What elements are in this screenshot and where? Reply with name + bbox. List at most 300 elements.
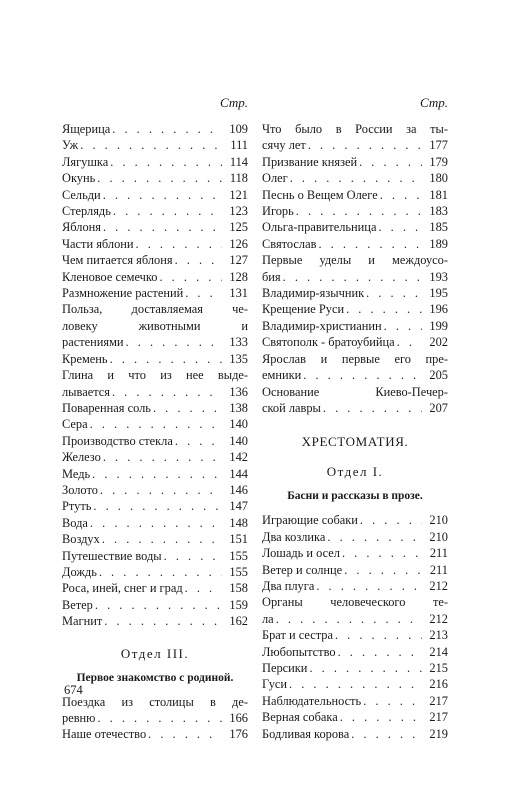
toc-entry	[62, 121, 248, 137]
dot-leader	[112, 121, 222, 137]
toc-entry-page: 215	[429, 660, 448, 675]
toc-entry-title-line: Польза, доставляемая че-	[62, 302, 248, 317]
toc-entry-page: 181	[429, 187, 448, 202]
toc-entry	[62, 482, 248, 498]
toc-entry	[262, 154, 448, 170]
toc-row	[262, 203, 448, 219]
toc-row	[262, 726, 448, 742]
toc-entry-title-line: Первые уделы и междоусо-	[262, 253, 448, 268]
toc-entry-page: 148	[229, 515, 248, 530]
toc-row	[262, 285, 448, 301]
toc-entry-page: 126	[229, 236, 248, 251]
toc-entry-title: Владимир-язычник	[262, 286, 365, 301]
dot-leader	[185, 285, 222, 301]
toc-row	[62, 400, 248, 416]
toc-list	[262, 512, 448, 742]
toc-entry-title-line: ловеку животными и	[62, 318, 248, 333]
toc-entry	[262, 594, 448, 627]
toc-entry-title: Святополк - братоубийца	[262, 335, 395, 350]
toc-entry-page: 212	[429, 611, 448, 626]
toc-entry-title: Вода	[62, 515, 88, 530]
toc-row	[262, 709, 448, 725]
toc-entry-title: Крещение Руси	[262, 302, 345, 317]
toc-entry-page: 176	[229, 727, 248, 742]
toc-row	[262, 578, 448, 594]
toc-entry-page: 162	[229, 614, 248, 629]
toc-entry	[262, 351, 448, 384]
toc-row	[262, 545, 448, 561]
toc-row	[62, 597, 248, 613]
toc-entry-title: Яблоня	[62, 220, 101, 235]
toc-entry	[262, 301, 448, 317]
toc-list	[62, 694, 248, 743]
toc-entry-title: Путешествие воды	[62, 548, 162, 563]
toc-entry-title: Песнь о Вещем Олеге	[262, 187, 378, 202]
toc-entry-title: растениями	[62, 335, 124, 350]
toc-entry-page: 166	[229, 711, 248, 725]
toc-row	[62, 187, 248, 203]
dot-leader	[318, 236, 422, 252]
toc-row	[62, 351, 248, 367]
dot-leader	[95, 597, 222, 613]
toc-row	[262, 644, 448, 660]
toc-row	[262, 611, 448, 627]
toc-entry-page: 185	[429, 220, 448, 235]
toc-entry-page: 140	[229, 433, 248, 448]
toc-entry-page: 142	[229, 450, 248, 465]
toc-entry-title-line: Органы человеческого те-	[262, 595, 448, 610]
toc-entry	[62, 236, 248, 252]
toc-entry-page: 138	[229, 400, 248, 415]
dot-leader	[342, 545, 422, 561]
toc-column-right	[262, 93, 448, 742]
toc-entry	[62, 416, 248, 432]
toc-row	[262, 676, 448, 692]
dot-leader	[327, 529, 422, 545]
toc-entry	[262, 512, 448, 528]
toc-entry-page: 127	[229, 253, 248, 268]
toc-entry-title: Владимир-христианин	[262, 318, 382, 333]
toc-row	[62, 121, 248, 137]
toc-entry	[62, 597, 248, 613]
toc-entry-title-line: Глина и что из нее выде-	[62, 368, 248, 383]
toc-entry-title: Поваренная соль	[62, 400, 151, 415]
toc-row	[262, 400, 448, 416]
dot-leader	[290, 170, 422, 186]
dot-leader	[384, 318, 422, 334]
toc-row	[262, 187, 448, 203]
section-heading: Отдел III.	[120, 645, 190, 661]
toc-entry-title: Окунь	[62, 171, 96, 186]
toc-row	[62, 498, 248, 514]
dot-leader	[126, 334, 222, 350]
toc-entry-title: Части яблони	[62, 236, 134, 251]
toc-row	[262, 137, 448, 153]
toc-entry-title: Кремень	[62, 351, 108, 366]
toc-row	[262, 660, 448, 676]
dot-leader	[175, 252, 222, 268]
dot-leader	[136, 236, 222, 252]
toc-entry-title: Два козлика	[262, 529, 326, 544]
toc-entry-page: 140	[229, 417, 248, 432]
toc-entry-title: Святослав	[262, 236, 317, 251]
toc-entry-title: Верная собака	[262, 710, 338, 725]
dot-leader	[100, 482, 222, 498]
toc-entry-page: 146	[229, 482, 248, 497]
toc-entry-title: сячу лет	[262, 138, 306, 153]
toc-row	[262, 269, 448, 285]
toc-entry-page: 133	[229, 335, 248, 350]
dot-leader	[323, 400, 422, 416]
toc-entry-page: 217	[429, 693, 448, 708]
toc-row	[262, 562, 448, 578]
toc-entry-page: 147	[229, 499, 248, 514]
toc-row	[62, 726, 248, 742]
toc-row	[262, 318, 448, 334]
toc-row	[62, 482, 248, 498]
toc-entry-title: Наблюдательность	[262, 693, 362, 708]
toc-entry-page: 151	[229, 532, 248, 547]
dot-leader	[338, 644, 422, 660]
toc-row	[62, 613, 248, 629]
toc-row	[262, 627, 448, 643]
dot-leader	[340, 709, 422, 725]
toc-entry-title: Размножение растений	[62, 286, 184, 301]
toc-entry	[262, 676, 448, 692]
toc-entry	[62, 351, 248, 367]
toc-entry	[62, 726, 248, 742]
toc-entry-page: 196	[429, 302, 448, 317]
toc-row	[262, 512, 448, 528]
toc-list	[62, 121, 248, 630]
toc-entry-page: 189	[429, 236, 448, 251]
page-column-header: Стр.	[220, 95, 248, 110]
toc-row	[262, 236, 448, 252]
dot-leader	[112, 384, 222, 400]
toc-row	[62, 416, 248, 432]
toc-row	[262, 154, 448, 170]
toc-entry-page: 214	[429, 644, 448, 659]
toc-row	[62, 252, 248, 268]
toc-entry	[62, 269, 248, 285]
toc-row	[62, 170, 248, 186]
toc-entry-title: ской лавры	[262, 400, 321, 415]
dot-leader	[110, 154, 222, 170]
toc-row	[62, 515, 248, 531]
dot-leader	[344, 562, 422, 578]
toc-entry-title: Брат и сестра	[262, 628, 333, 643]
dot-leader	[363, 693, 422, 709]
toc-entry-title: ла	[262, 611, 274, 626]
dot-leader	[359, 154, 422, 170]
toc-row	[262, 170, 448, 186]
toc-row	[62, 531, 248, 547]
dot-leader	[360, 512, 422, 528]
toc-entry	[62, 694, 248, 727]
toc-entry	[262, 709, 448, 725]
toc-entry	[262, 562, 448, 578]
toc-entry-page: 212	[429, 578, 448, 593]
toc-list	[262, 121, 448, 416]
toc-entry	[62, 154, 248, 170]
toc-entry	[62, 498, 248, 514]
toc-row	[62, 203, 248, 219]
toc-entry-title: бия	[262, 269, 281, 284]
toc-entry	[62, 301, 248, 350]
toc-entry-title: Роса, иней, снег и град	[62, 581, 183, 596]
dot-leader	[346, 301, 422, 317]
section-subheading: Басни и рассказы в прозе.	[287, 490, 423, 503]
toc-entry	[62, 613, 248, 629]
page-number: 674	[64, 683, 83, 697]
dot-leader	[366, 285, 422, 301]
toc-entry-title-line: Поездка из столицы в де-	[62, 694, 248, 709]
dot-leader	[110, 351, 222, 367]
toc-entry	[62, 466, 248, 482]
dot-leader	[185, 580, 222, 596]
toc-entry-page: 121	[229, 187, 248, 202]
toc-entry-page: 211	[429, 546, 448, 561]
toc-entry-title: Игорь	[262, 204, 294, 219]
toc-entry	[262, 170, 448, 186]
dot-leader	[308, 137, 422, 153]
dot-leader	[316, 578, 422, 594]
toc-row	[62, 154, 248, 170]
toc-entry-page: 128	[229, 269, 248, 284]
toc-row	[62, 384, 248, 400]
section-heading: Отдел I.	[326, 464, 384, 480]
dot-leader	[289, 676, 422, 692]
toc-entry-page: 213	[429, 628, 448, 643]
toc-entry	[262, 627, 448, 643]
toc-entry-title: Наше отечество	[62, 727, 147, 742]
toc-entry-title: Медь	[62, 466, 91, 481]
dot-leader	[397, 334, 422, 350]
toc-row	[62, 334, 248, 350]
toc-entry-title: Магнит	[62, 614, 103, 629]
toc-entry-page: 183	[429, 204, 448, 219]
toc-entry	[262, 187, 448, 203]
toc-entry-title: Персики	[262, 660, 308, 675]
toc-entry	[62, 548, 248, 564]
toc-entry	[62, 400, 248, 416]
toc-entry-page: 202	[429, 335, 448, 350]
toc-entry-page: 207	[429, 400, 448, 415]
toc-entry	[62, 433, 248, 449]
toc-entry-title: Производство стекла	[62, 433, 173, 448]
dot-leader	[103, 219, 222, 235]
toc-row	[62, 285, 248, 301]
toc-entry	[262, 121, 448, 154]
dot-leader	[276, 611, 422, 627]
toc-entry-title: Ольга-правительница	[262, 220, 377, 235]
toc-entry-page: 111	[230, 138, 248, 153]
toc-entry-page: 144	[229, 466, 248, 481]
toc-entry	[262, 726, 448, 742]
toc-entry-page: 159	[229, 597, 248, 612]
toc-row	[62, 710, 248, 726]
dot-leader	[97, 710, 222, 726]
dot-leader	[90, 515, 222, 531]
dot-leader	[104, 613, 222, 629]
toc-entry	[62, 449, 248, 465]
toc-entry	[262, 285, 448, 301]
toc-entry-page: 217	[429, 710, 448, 725]
dot-leader	[148, 726, 222, 742]
dot-leader	[102, 531, 222, 547]
toc-row	[62, 269, 248, 285]
toc-entry	[262, 529, 448, 545]
toc-entry-title: Сера	[62, 417, 88, 432]
toc-entry-title: Уж	[62, 138, 79, 153]
toc-entry	[262, 384, 448, 417]
toc-entry-title: Ветер	[62, 597, 93, 612]
toc-entry-page: 180	[429, 171, 448, 186]
toc-row	[262, 219, 448, 235]
toc-entry-page: 195	[429, 286, 448, 301]
dot-leader	[159, 269, 222, 285]
toc-entry-page: 219	[429, 726, 448, 741]
toc-row	[62, 433, 248, 449]
toc-entry-page: 205	[429, 368, 448, 383]
toc-entry-title: Кленовое семечко	[62, 269, 158, 284]
toc-entry	[262, 545, 448, 561]
toc-entry-page: 155	[229, 564, 248, 579]
toc-entry-title: Лошадь и осел	[262, 546, 340, 561]
toc-row	[62, 236, 248, 252]
toc-entry-page: 210	[429, 513, 448, 528]
toc-row	[62, 219, 248, 235]
toc-entry-title: Стерлядь	[62, 204, 111, 219]
toc-entry	[62, 580, 248, 596]
toc-entry-page: 177	[429, 138, 448, 153]
toc-entry-title: емники	[262, 368, 302, 383]
dot-leader	[99, 564, 222, 580]
dot-leader	[175, 433, 222, 449]
toc-entry	[262, 660, 448, 676]
toc-entry	[262, 252, 448, 285]
toc-entry	[62, 285, 248, 301]
toc-entry	[62, 252, 248, 268]
toc-row	[262, 334, 448, 350]
toc-entry-title: Железо	[62, 450, 101, 465]
toc-entry	[262, 318, 448, 334]
dot-leader	[335, 627, 422, 643]
toc-row	[62, 137, 248, 153]
toc-entry-title-line: Ярослав и первые его пре-	[262, 351, 448, 366]
toc-entry-title: Призвание князей	[262, 154, 358, 169]
dot-leader	[103, 187, 222, 203]
toc-row	[262, 301, 448, 317]
toc-entry	[262, 578, 448, 594]
toc-entry-title: Играющие собаки	[262, 513, 358, 528]
toc-entry	[262, 236, 448, 252]
toc-entry-page: 136	[229, 384, 248, 399]
toc-entry-title-line: Основание Киево-Печер-	[262, 384, 448, 399]
toc-row	[262, 529, 448, 545]
section-subheading: Первое знакомство с родиной.	[76, 671, 234, 684]
toc-entry-title: Золото	[62, 482, 98, 497]
dot-leader	[380, 187, 422, 203]
toc-entry-title: Сельди	[62, 187, 101, 202]
toc-entry-page: 211	[429, 562, 448, 577]
toc-entry-title: Любопытство	[262, 644, 336, 659]
dot-leader	[153, 400, 222, 416]
toc-column-left	[62, 93, 248, 743]
toc-entry-title: лывается	[62, 384, 110, 399]
toc-entry-page: 193	[429, 269, 448, 284]
toc-entry-title: Чем питается яблоня	[62, 253, 173, 268]
toc-row	[62, 548, 248, 564]
toc-entry-title: Воздух	[62, 532, 100, 547]
toc-row	[62, 449, 248, 465]
part-title: ХРЕСТОМАТИЯ.	[301, 434, 409, 450]
toc-row	[262, 693, 448, 709]
toc-entry-title: Ветер и солнце	[262, 562, 343, 577]
toc-entry-page: 131	[229, 286, 248, 301]
toc-row	[262, 367, 448, 383]
dot-leader	[378, 219, 422, 235]
dot-leader	[351, 726, 422, 742]
dot-leader	[113, 203, 222, 219]
toc-entry	[62, 564, 248, 580]
toc-entry	[62, 219, 248, 235]
toc-entry	[262, 203, 448, 219]
toc-entry-title: Гуси	[262, 677, 288, 692]
toc-entry-page: 135	[229, 351, 248, 366]
toc-entry-title: Олег	[262, 171, 288, 186]
toc-entry	[262, 644, 448, 660]
dot-leader	[303, 367, 422, 383]
toc-entry-page: 155	[229, 548, 248, 563]
toc-entry	[262, 219, 448, 235]
toc-entry-page: 109	[229, 122, 248, 136]
toc-entry	[62, 187, 248, 203]
toc-entry-title: ревню	[62, 711, 96, 725]
toc-entry-page: 158	[229, 581, 248, 596]
dot-leader	[97, 170, 222, 186]
toc-entry-page: 114	[229, 154, 248, 169]
toc-entry	[62, 137, 248, 153]
toc-entry-page: 210	[429, 529, 448, 544]
toc-entry-page: 118	[229, 171, 248, 186]
toc-entry-page: 123	[229, 204, 248, 219]
toc-entry-title: Бодливая корова	[262, 726, 350, 741]
toc-entry	[62, 531, 248, 547]
toc-entry-title-line: Что было в России за ты-	[262, 122, 448, 136]
dot-leader	[92, 466, 222, 482]
toc-entry-page: 199	[429, 318, 448, 333]
toc-entry-title: Дождь	[62, 564, 97, 579]
toc-row	[62, 580, 248, 596]
dot-leader	[283, 269, 422, 285]
dot-leader	[309, 660, 422, 676]
toc-entry-title: Ртуть	[62, 499, 92, 514]
dot-leader	[296, 203, 422, 219]
dot-leader	[164, 548, 222, 564]
toc-row	[62, 564, 248, 580]
dot-leader	[90, 416, 222, 432]
toc-entry-page: 216	[429, 677, 448, 692]
toc-entry-page: 179	[429, 154, 448, 169]
dot-leader	[103, 449, 222, 465]
toc-row	[62, 466, 248, 482]
toc-entry-title: Два плуга	[262, 578, 315, 593]
toc-entry	[262, 693, 448, 709]
toc-entry	[62, 515, 248, 531]
page-column-header: Стр.	[420, 95, 448, 110]
toc-entry	[62, 203, 248, 219]
